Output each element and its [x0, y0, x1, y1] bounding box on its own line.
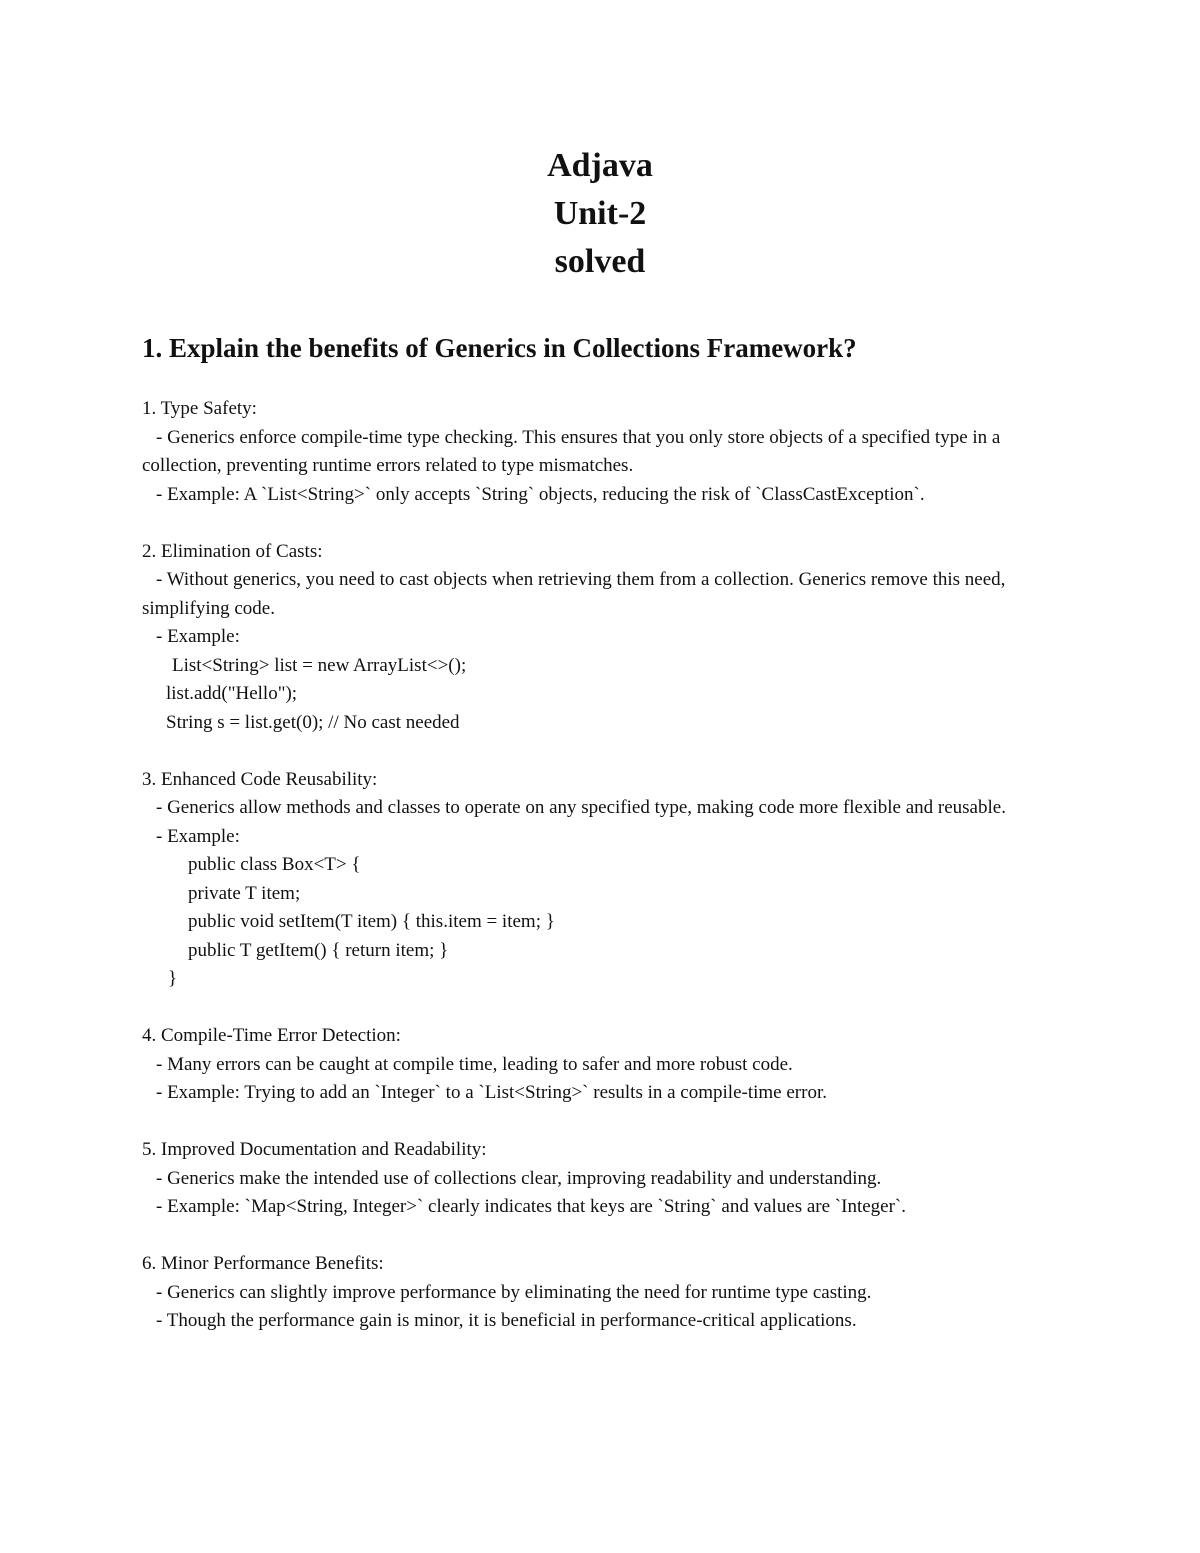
section-heading: 1. Type Safety: — [142, 398, 257, 419]
section-heading: 4. Compile-Time Error Detection: — [142, 1025, 401, 1046]
section-point: - Example: `Map<String, Integer>` clearly indicates that keys are `String` and values are `Integer`. — [156, 1196, 906, 1217]
section-heading: 2. Elimination of Casts: — [142, 540, 323, 562]
section-compile-time-errors — [142, 1022, 1052, 1108]
code-line: public void setItem(T item) { this.item = item; } — [188, 911, 555, 932]
section-heading: 6. Minor Performance Benefits: — [142, 1253, 384, 1274]
code-line: List<String> list = new ArrayList<>(); — [172, 654, 467, 676]
document-title — [0, 142, 1200, 286]
section-documentation-readability — [142, 1136, 1052, 1222]
title-line-1: Adjava — [547, 147, 653, 184]
section-performance-benefits — [142, 1250, 1052, 1336]
section-point: - Example: — [156, 825, 240, 847]
section-point: - Generics can slightly improve performance by eliminating the need for runtime type casting. — [156, 1281, 872, 1303]
section-point: - Generics allow methods and classes to operate on any specified type, making code more flexible and reusable. — [156, 797, 1006, 818]
code-line: } — [168, 968, 178, 989]
code-line: public class Box<T> { — [188, 854, 361, 875]
question-heading: 1. Explain the benefits of Generics in Collections Framework? — [142, 333, 857, 363]
section-point: - Generics enforce compile-time type checking. This ensures that you only store objects of a specified type in a collection, preventing runtime errors related to type mismatches. — [142, 426, 1006, 476]
code-line: String s = list.get(0); // No cast needed — [166, 711, 460, 733]
answer-body — [142, 395, 1052, 1364]
section-point: - Example: Trying to add an `Integer` to a `List<String>` results in a compile-time error. — [156, 1082, 827, 1103]
section-elimination-of-casts — [142, 538, 1052, 738]
section-point: - Though the performance gain is minor, it is beneficial in performance-critical applications. — [156, 1310, 857, 1331]
section-point: - Generics make the intended use of collections clear, improving readability and understanding. — [156, 1167, 882, 1189]
section-point: - Without generics, you need to cast objects when retrieving them from a collection. Generics remove this need, simplifying code. — [142, 569, 1011, 619]
section-code-reusability — [142, 766, 1052, 994]
section-point: - Example: A `List<String>` only accepts `String` objects, reducing the risk of `ClassCastException`. — [156, 483, 925, 505]
section-type-safety — [142, 395, 1052, 509]
code-line: list.add("Hello"); — [166, 683, 298, 704]
section-point: - Many errors can be caught at compile time, leading to safer and more robust code. — [156, 1053, 793, 1075]
section-heading: 5. Improved Documentation and Readability: — [142, 1139, 487, 1160]
code-line: private T item; — [188, 882, 301, 904]
code-line: public T getItem() { return item; } — [188, 939, 449, 961]
section-heading: 3. Enhanced Code Reusability: — [142, 768, 378, 790]
title-line-2: Unit-2 — [553, 195, 647, 232]
title-line-3: solved — [554, 243, 646, 280]
section-point: - Example: — [156, 626, 240, 647]
